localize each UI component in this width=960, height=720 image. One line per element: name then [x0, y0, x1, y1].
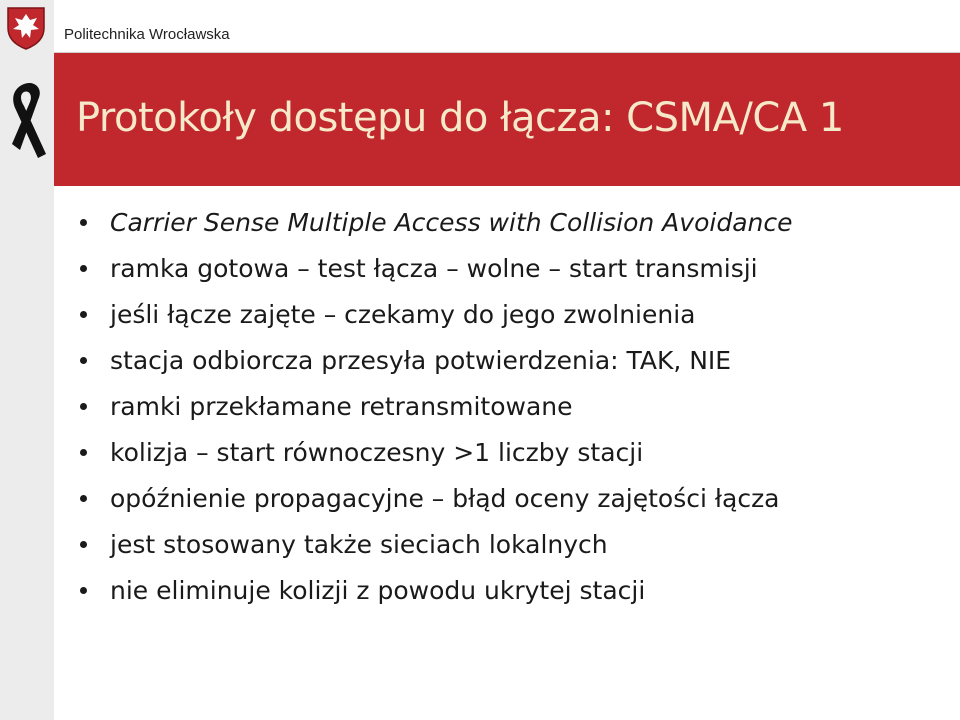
bullet-item: jest stosowany także sieciach lokalnych [80, 522, 950, 568]
bullet-item: ramka gotowa – test łącza – wolne – start transmisji [80, 246, 950, 292]
bullet-list [80, 200, 950, 614]
bullet-item: nie eliminuje kolizji z powodu ukrytej stacji [80, 568, 950, 614]
bullet-item: opóźnienie propagacyjne – błąd oceny zajętości łącza [80, 476, 950, 522]
bullet-item: kolizja – start równoczesny >1 liczby stacji [80, 430, 950, 476]
crest-icon [6, 6, 46, 50]
bullet-item: stacja odbiorcza przesyła potwierdzenia: TAK, NIE [80, 338, 950, 384]
title-bar [54, 53, 960, 186]
bullet-item: jeśli łącze zajęte – czekamy do jego zwolnienia [80, 292, 950, 338]
bullet-item: Carrier Sense Multiple Access with Collision Avoidance [80, 200, 950, 246]
university-name: Politechnika Wrocławska [64, 26, 230, 43]
slide-title: Protokoły dostępu do łącza: CSMA/CA 1 [76, 95, 844, 141]
bullet-item: ramki przekłamane retransmitowane [80, 384, 950, 430]
black-ribbon-icon [2, 80, 54, 158]
